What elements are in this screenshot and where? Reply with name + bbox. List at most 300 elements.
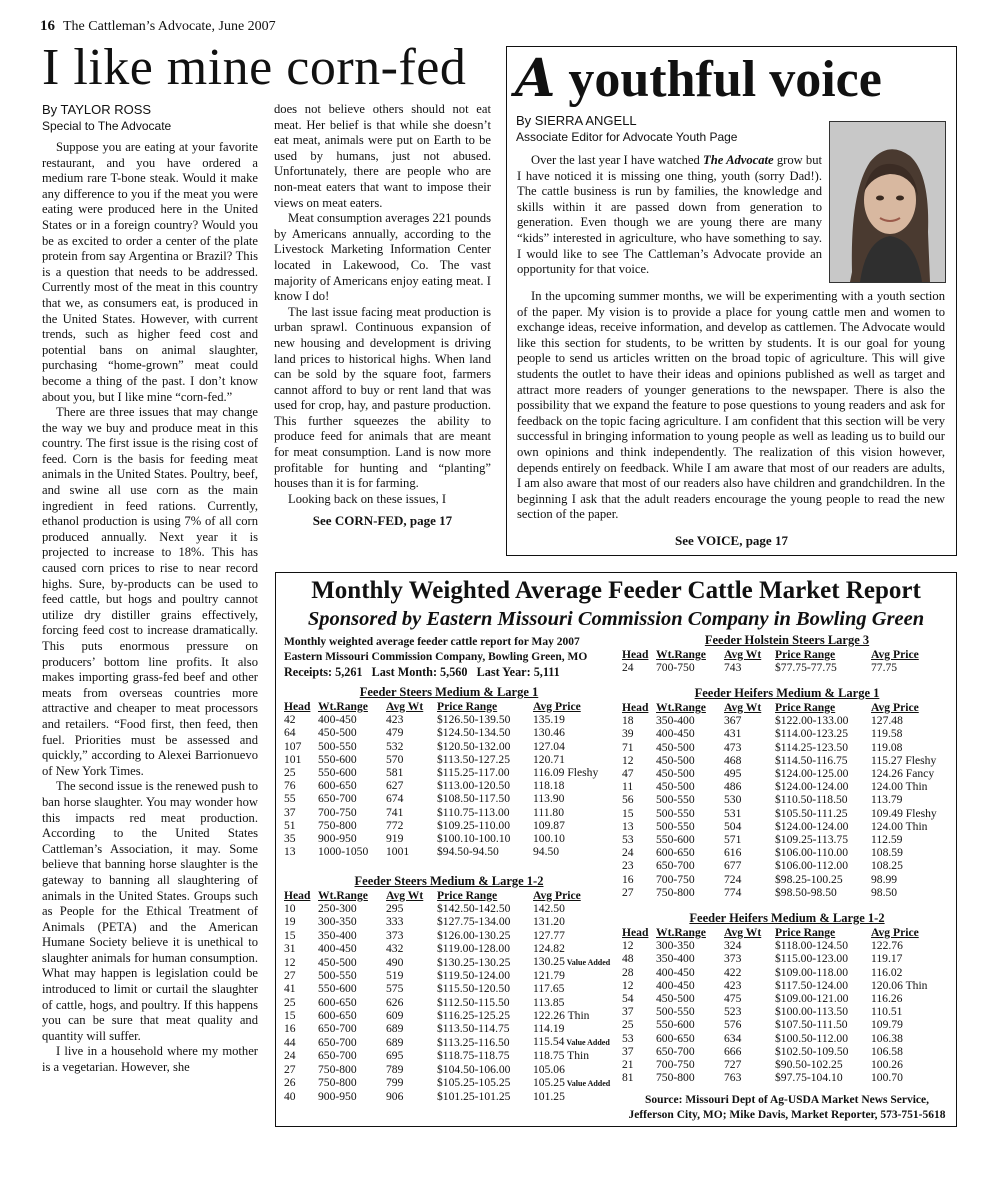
table-cell: 550-600 (318, 766, 357, 780)
table-cell: $113.50-127.25 (437, 752, 510, 766)
column-header: Avg Price (533, 700, 581, 713)
table-row (284, 982, 610, 995)
table-row (284, 713, 603, 726)
market-source (622, 1093, 952, 1123)
table-row (622, 1045, 941, 1058)
cornfed-column-2 (274, 102, 491, 529)
table-cell: 750-800 (656, 1071, 695, 1085)
table-row (622, 1018, 941, 1031)
table-cell: 42 (284, 713, 296, 727)
table-cell: 727 (724, 1058, 742, 1072)
source-line-2: Jefferson City, MO; Mike Davis, Market Reporter, 573-751-5618 (628, 1109, 946, 1121)
column-header: Avg Price (871, 926, 919, 939)
table-heifers-ml1 (622, 686, 952, 899)
table-cell: 450-500 (318, 955, 357, 969)
table-cell: $109.00-118.00 (775, 965, 848, 979)
table-cell: 12 (622, 978, 634, 992)
table-cell: 115.27 Fleshy (871, 753, 937, 767)
table-title: Feeder Steers Medium & Large 1 (359, 685, 539, 699)
table-cell: 41 (284, 982, 296, 996)
market-table (284, 700, 603, 858)
table-row (284, 929, 610, 942)
table-cell: 114.19 (533, 1022, 565, 1036)
table-cell: 77.75 (871, 661, 898, 675)
table-cell: 743 (724, 661, 742, 675)
table-cell: 576 (724, 1018, 742, 1032)
table-cell: 116.26 (871, 992, 903, 1006)
table-cell: 25 (284, 766, 296, 780)
table-cell: 47 (622, 767, 634, 781)
table-cell: 111.80 (533, 805, 565, 819)
table-steers-ml12 (284, 874, 614, 1103)
paragraph: Meat consumption averages 221 pounds by Americans annually, according to the Livestock Marketing Information Center located in Lakewood, Co. The vast majority of Americans enjoy eating meat. I know I do! (274, 211, 491, 304)
table-cell: 650-700 (318, 792, 357, 806)
table-cell: $119.00-128.00 (437, 941, 510, 955)
table-cell: 666 (724, 1044, 742, 1058)
column-header: Price Range (775, 648, 836, 661)
table-cell: 400-450 (318, 941, 357, 955)
table-cell: 100.70 (871, 1071, 903, 1085)
paragraph: The second issue is the renewed push to ban horse slaughter. You may wonder how this impacts red meat production. According to the United States Cattleman’s Association, it may. Some believe that banning horse slaughter is the gateway to banning all slaughtering of animals in the United States. Groups such as People for the Ethical Treatment of Animals (PETA) and the American Humane Society believe it is unethical to slaughter animals for human consumption. What may happen is legislation could be introduced to limit or curtail the slaughter of cattle, hogs, and poultry. If this happens you can be sure that meat quality and quantity will suffer. (42, 779, 258, 1043)
table-cell: $108.50-117.50 (437, 792, 510, 806)
table-row (622, 820, 941, 833)
table-cell: 616 (724, 846, 742, 860)
paragraph: I live in a household where my mother is a vegetarian. However, she (42, 1044, 258, 1075)
table-cell: 12 (622, 753, 634, 767)
table-cell: 106.38 (871, 1031, 903, 1045)
table-cell: $120.50-132.00 (437, 739, 511, 753)
table-cell: 35 (284, 832, 296, 846)
table-cell: 490 (386, 955, 404, 969)
table-cell: $110.75-113.00 (437, 805, 510, 819)
column-header: Price Range (437, 889, 498, 902)
table-cell: 124.00 Thin (871, 819, 928, 833)
table-cell: 400-450 (656, 978, 695, 992)
table-cell: 94.50 (533, 845, 560, 859)
column-header: Avg Price (871, 701, 919, 714)
table-cell: 700-750 (318, 805, 357, 819)
table-cell: $106.00-110.00 (775, 846, 848, 860)
table-cell: 98.99 (871, 872, 898, 886)
market-info (284, 635, 614, 680)
table-header-row (284, 889, 610, 902)
table-cell: $101.25-101.25 (437, 1090, 511, 1104)
table-cell: 300-350 (656, 939, 695, 953)
table-row (622, 952, 941, 965)
table-row (622, 741, 941, 754)
table-cell: 626 (386, 995, 404, 1009)
table-cell: $100.10-100.10 (437, 832, 511, 846)
table-cell: 130.25 Value Added (533, 955, 611, 969)
market-title: Monthly Weighted Average Feeder Cattle Market Report (311, 577, 921, 604)
column-header: Wt.Range (656, 648, 706, 661)
table-cell: 450-500 (656, 740, 695, 754)
table-cell: 127.77 (533, 928, 565, 942)
table-cell: 113.85 (533, 995, 565, 1009)
table-cell: 750-800 (318, 1062, 357, 1076)
table-cell: 16 (284, 1022, 296, 1036)
table-cell: 600-650 (318, 995, 357, 1009)
table-cell: $77.75-77.75 (775, 661, 837, 675)
table-cell: 127.48 (871, 714, 903, 728)
table-cell: 423 (724, 978, 742, 992)
table-cell: 500-550 (656, 793, 695, 807)
table-cell: $113.25-116.50 (437, 1035, 510, 1049)
table-cell: 53 (622, 833, 634, 847)
table-cell: $118.00-124.50 (775, 939, 848, 953)
cornfed-jump-link[interactable]: See CORN-FED, page 17 (312, 513, 453, 529)
table-cell: $117.50-124.00 (775, 978, 848, 992)
table-cell: 495 (724, 767, 742, 781)
table-cell: 550-600 (318, 982, 357, 996)
table-cell: 750-800 (318, 1076, 357, 1090)
table-cell: 109.79 (871, 1018, 903, 1032)
table-cell: 25 (284, 995, 296, 1009)
voice-headline-text: youthful voice (555, 51, 882, 108)
table-cell: 468 (724, 753, 742, 767)
table-cell: 1000-1050 (318, 845, 369, 859)
table-cell: $115.50-120.50 (437, 982, 510, 996)
table-cell: 120.06 Thin (871, 978, 928, 992)
table-cell: 486 (724, 780, 742, 794)
table-cell: 118.75 Thin (533, 1049, 590, 1063)
table-row (284, 832, 603, 845)
market-table (622, 648, 941, 674)
table-row (622, 979, 941, 992)
paragraph: The last issue facing meat production is urban sprawl. Continuous expansion of new housing and development is driving land prices to historical highs. When land can be sold by the square foot, farmers cannot afford to buy or rent land that was used for crop, hay, and pasture production. This further squeezes the ability to produce feed for animals that are meant for meat consumption. Land is now more profitable for hunting and “planting” houses than it is for farming. (274, 304, 491, 491)
paragraph: Looking back on these issues, I (288, 491, 447, 506)
table-cell: 575 (386, 982, 404, 996)
voice-p1-start: Over the last year I have watched (531, 153, 704, 167)
table-row (284, 1076, 610, 1090)
table-cell: 479 (386, 726, 404, 740)
table-row (622, 939, 941, 952)
table-cell: 81 (622, 1071, 634, 1085)
table-steers-ml1 (284, 685, 614, 858)
table-header-row (622, 701, 941, 714)
table-row (622, 1005, 941, 1018)
paragraph: does not believe others should not eat meat. Her belief is that while she doesn’t eat meat, animals were put on Earth to be used by humans, just not abused. Unfortunately, there are people who are non-meat eaters that want to impose their views on meat eaters. (274, 102, 491, 210)
table-cell: 504 (724, 819, 742, 833)
table-cell: 324 (724, 939, 742, 953)
table-cell: 118.18 (533, 779, 565, 793)
table-row (284, 955, 610, 969)
table-cell: 113.90 (533, 792, 565, 806)
table-cell: 122.76 (871, 939, 903, 953)
table-cell: 550-600 (318, 752, 357, 766)
table-cell: $102.50-109.50 (775, 1044, 849, 1058)
table-cell: 25 (622, 1018, 634, 1032)
table-cell: 15 (284, 928, 296, 942)
table-cell: $115.00-123.00 (775, 952, 848, 966)
table-cell: 105.25 Value Added (533, 1075, 611, 1089)
table-cell: 774 (724, 885, 742, 899)
column-header: Wt.Range (318, 700, 368, 713)
table-cell: 53 (622, 1031, 634, 1045)
table-cell: $122.00-133.00 (775, 714, 849, 728)
table-cell: $100.00-113.50 (775, 1005, 848, 1019)
table-cell: 650-700 (318, 1035, 357, 1049)
table-cell: 373 (386, 928, 404, 942)
table-cell: 27 (284, 1062, 296, 1076)
table-cell: 450-500 (656, 780, 695, 794)
table-cell: 1001 (386, 845, 410, 859)
table-row (622, 793, 941, 806)
table-cell: $124.00-124.00 (775, 819, 849, 833)
table-cell: 295 (386, 902, 404, 916)
table-header-row (622, 648, 941, 661)
market-table (622, 926, 941, 1084)
table-cell: $124.00-124.00 (775, 780, 849, 794)
table-cell: 23 (622, 859, 634, 873)
table-cell: 109.49 Fleshy (871, 806, 937, 820)
paragraph: In the upcoming summer months, we will be experimenting with a youth section of the paper. My vision is to provide a place for young cattle men and women to exchange ideas, receive information, and develop as cattlemen. The Advocate would like this section for students, to be written by students. It is our goal for young people to send us articles written on the broad topic of agriculture. This will give students the outlet to have their ideas and opinions published as well as target and attract more readers of younger generations to the newspaper. There is also the possibility that we expand the feature to pose questions to young readers and ask for feedback on the topic facing agriculture. I am confident that this section will be very successful in bringing information to young people as well as leading us to build our own opinions and think independently. The realization of this vision however, depends entirely on feedback. While I am aware that most of our readers are adults, I am also aware that most of our readers also have children and grandchildren. In the beginning I ask that the adult readers encourage the young people to read the new section of the paper. (517, 289, 945, 522)
table-cell: 15 (284, 1008, 296, 1022)
portrait-image (830, 122, 945, 282)
table-row (284, 902, 610, 915)
column-header: Head (622, 648, 649, 661)
table-holstein (622, 633, 952, 674)
voice-byline-role: Associate Editor for Advocate Youth Page (516, 130, 738, 144)
table-cell: 27 (284, 969, 296, 983)
table-row (284, 845, 603, 858)
column-header: Wt.Range (656, 926, 706, 939)
table-cell: 450-500 (656, 753, 695, 767)
cornfed-headline: I like mine corn-fed (42, 39, 467, 96)
table-cell: 11 (622, 780, 634, 794)
table-cell: 550-600 (656, 833, 695, 847)
table-row (622, 754, 941, 767)
table-cell: 689 (386, 1035, 404, 1049)
table-cell: $113.00-120.50 (437, 779, 510, 793)
table-cell: 15 (622, 806, 634, 820)
voice-headline-initial: A (515, 48, 556, 109)
table-cell: $97.75-104.10 (775, 1071, 843, 1085)
table-cell: 772 (386, 818, 404, 832)
market-sponsor: Sponsored by Eastern Missouri Commission Company in Bowling Green (307, 608, 925, 630)
table-title: Feeder Steers Medium & Large 1-2 (354, 874, 544, 888)
table-cell: 674 (386, 792, 404, 806)
column-header: Avg Price (871, 648, 919, 661)
table-cell: $116.25-125.25 (437, 1008, 510, 1022)
table-cell: 119.58 (871, 727, 903, 741)
table-cell: 12 (622, 939, 634, 953)
table-cell: 113.79 (871, 793, 903, 807)
table-cell: 26 (284, 1076, 296, 1090)
table-row (622, 1032, 941, 1045)
table-row (284, 1090, 610, 1103)
table-cell: 523 (724, 1005, 742, 1019)
table-row (284, 1009, 610, 1022)
table-cell: $114.25-123.50 (775, 740, 848, 754)
table-cell: 106.58 (871, 1044, 903, 1058)
table-row (622, 1058, 941, 1071)
table-cell: $119.50-124.00 (437, 969, 510, 983)
table-row (622, 859, 941, 872)
table-cell: $105.25-105.25 (437, 1076, 511, 1090)
table-cell: 131.20 (533, 915, 565, 929)
table-cell: $90.50-102.25 (775, 1058, 843, 1072)
market-report-box (275, 572, 957, 1127)
table-cell: 475 (724, 992, 742, 1006)
table-cell: 789 (386, 1062, 404, 1076)
table-cell: 550-600 (656, 1018, 695, 1032)
table-cell: 650-700 (318, 1022, 357, 1036)
table-row (284, 792, 603, 805)
table-cell: $98.50-98.50 (775, 885, 837, 899)
column-header: Wt.Range (656, 701, 706, 714)
column-header: Avg Wt (724, 648, 762, 661)
table-row (284, 819, 603, 832)
table-cell: 31 (284, 941, 296, 955)
table-cell: 19 (284, 915, 296, 929)
table-cell: 98.50 (871, 885, 898, 899)
table-cell: 519 (386, 969, 404, 983)
table-cell: 119.17 (871, 952, 903, 966)
voice-byline: By SIERRA ANGELL (516, 113, 637, 128)
table-cell: 40 (284, 1090, 296, 1104)
table-row (284, 915, 610, 928)
table-cell: 100.10 (533, 832, 565, 846)
column-header: Head (622, 701, 649, 714)
table-cell: 44 (284, 1035, 296, 1049)
table-cell: 116.09 Fleshy (533, 766, 599, 780)
table-cell: 650-700 (656, 1044, 695, 1058)
value-added-note: Value Added (564, 1078, 611, 1088)
table-cell: 300-350 (318, 915, 357, 929)
table-cell: 634 (724, 1031, 742, 1045)
table-cell: 763 (724, 1071, 742, 1085)
table-row (284, 1035, 610, 1049)
table-cell: 124.26 Fancy (871, 767, 935, 781)
table-cell: 333 (386, 915, 404, 929)
table-cell: 115.54 Value Added (533, 1035, 610, 1049)
table-cell: $130.25-130.25 (437, 955, 511, 969)
table-row (622, 1071, 941, 1084)
column-header: Head (622, 926, 649, 939)
table-cell: $118.75-118.75 (437, 1049, 510, 1063)
table-cell: 37 (284, 805, 296, 819)
table-header-row (284, 700, 603, 713)
value-added-note: Value Added (564, 1038, 610, 1048)
table-cell: 100.26 (871, 1058, 903, 1072)
page-folio (40, 18, 276, 35)
column-header: Head (284, 700, 311, 713)
table-row (622, 807, 941, 820)
cornfed-column-1 (42, 102, 258, 1076)
table-cell: 500-550 (656, 806, 695, 820)
table-cell: 117.65 (533, 982, 565, 996)
page-number: 16 (40, 18, 55, 34)
table-cell: 750-800 (318, 818, 357, 832)
table-cell: $142.50-142.50 (437, 902, 511, 916)
table-cell: $105.50-111.25 (775, 806, 848, 820)
table-cell: 27 (622, 885, 634, 899)
table-cell: 24 (284, 1049, 296, 1063)
table-cell: 600-650 (656, 1031, 695, 1045)
table-row (284, 969, 610, 982)
table-cell: 900-950 (318, 832, 357, 846)
market-table (284, 889, 610, 1103)
table-cell: 724 (724, 872, 742, 886)
author-photo (829, 121, 946, 283)
table-cell: 689 (386, 1022, 404, 1036)
table-cell: 750-800 (656, 885, 695, 899)
table-cell: 37 (622, 1005, 634, 1019)
table-row (622, 727, 941, 740)
table-row (622, 661, 941, 674)
table-cell: 400-450 (656, 727, 695, 741)
table-cell: 108.25 (871, 859, 903, 873)
table-cell: $126.50-139.50 (437, 713, 511, 727)
voice-p1-emphasis: The Advocate (703, 153, 774, 167)
table-cell: 135.19 (533, 713, 565, 727)
table-cell: 142.50 (533, 902, 565, 916)
table-cell: 700-750 (656, 1058, 695, 1072)
table-row (284, 1063, 610, 1076)
table-cell: 900-950 (318, 1090, 357, 1104)
table-cell: 350-400 (656, 714, 695, 728)
table-row (622, 833, 941, 846)
table-cell: $98.25-100.25 (775, 872, 843, 886)
table-cell: 56 (622, 793, 634, 807)
table-cell: 367 (724, 714, 742, 728)
table-cell: 121.79 (533, 969, 565, 983)
voice-article-box (506, 46, 957, 556)
voice-jump-link[interactable]: See VOICE, page 17 (675, 533, 788, 548)
table-cell: 400-450 (656, 965, 695, 979)
voice-paragraph-1 (517, 153, 822, 278)
table-cell: 112.59 (871, 833, 903, 847)
column-header: Avg Wt (724, 926, 762, 939)
table-row (284, 740, 603, 753)
table-header-row (622, 926, 941, 939)
table-title: Feeder Heifers Medium & Large 1-2 (689, 911, 885, 925)
table-cell: $112.50-115.50 (437, 995, 510, 1009)
table-cell: $127.75-134.00 (437, 915, 511, 929)
table-cell: 581 (386, 766, 404, 780)
table-row (622, 846, 941, 859)
table-cell: 122.26 Thin (533, 1008, 590, 1022)
table-cell: $124.50-134.50 (437, 726, 511, 740)
column-header: Avg Price (533, 889, 581, 902)
table-cell: 76 (284, 779, 296, 793)
table-title: Feeder Holstein Steers Large 3 (704, 633, 870, 647)
table-cell: 530 (724, 793, 742, 807)
table-cell: 21 (622, 1058, 634, 1072)
table-cell: 124.00 Thin (871, 780, 928, 794)
table-cell: 13 (622, 819, 634, 833)
table-cell: 627 (386, 779, 404, 793)
paragraph: Suppose you are eating at your favorite restaurant, and you have ordered a medium rare T-bone steak. Would it make any difference to you if the meat you were eating were produced here in the United States or in a foreign country? Would you be as excited to order a center of the plate protein from say Argentina or Brazil? This is a question that needs to be addressed. Currently most of the meat in this country that we, as consumers eat, is produced in the United States. However, with current trends, such as higher feed cost and potential bans on animal slaughter, purchasing “home-grown” meat could become a thing of the past. I don’t know about you, but I like mine “corn-fed.” (42, 140, 258, 404)
table-row (284, 766, 603, 779)
table-cell: 373 (724, 952, 742, 966)
table-cell: 450-500 (318, 726, 357, 740)
table-cell: 473 (724, 740, 742, 754)
table-cell: 39 (622, 727, 634, 741)
publication-name: The Cattleman’s Advocate, June 2007 (63, 19, 276, 34)
table-cell: 10 (284, 902, 296, 916)
table-row (284, 1022, 610, 1035)
table-cell: $124.00-125.00 (775, 767, 849, 781)
table-cell: 124.82 (533, 941, 565, 955)
table-row (622, 780, 941, 793)
table-cell: 906 (386, 1090, 404, 1104)
table-row (284, 1049, 610, 1062)
table-heifers-ml12 (622, 911, 952, 1084)
table-cell: 350-400 (318, 928, 357, 942)
table-cell: 500-550 (656, 819, 695, 833)
